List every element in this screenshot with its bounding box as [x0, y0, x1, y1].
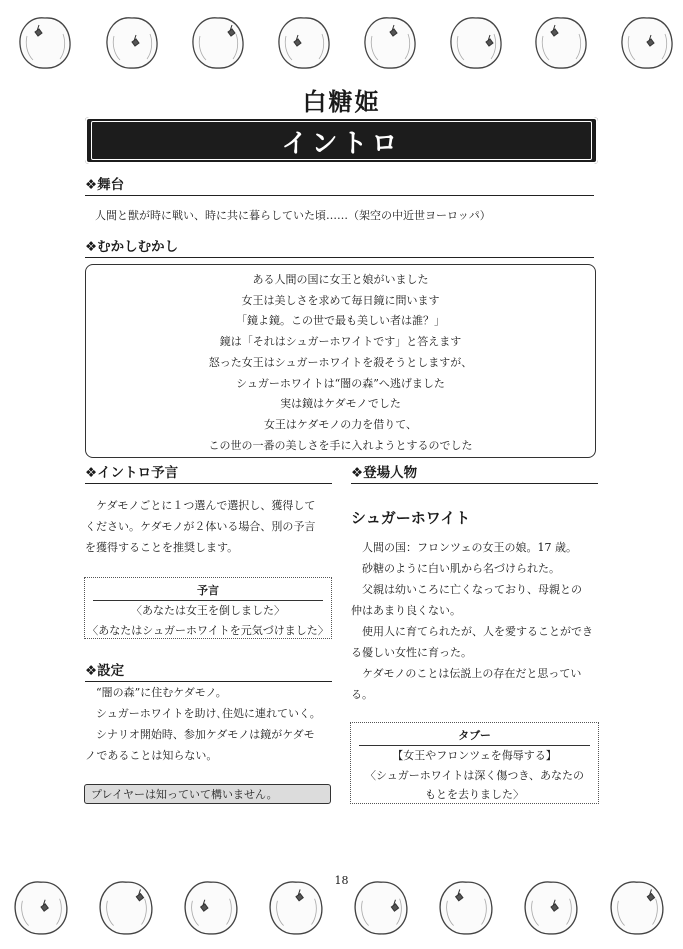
section-heading-characters: ❖登場人物 — [351, 464, 598, 484]
story-line: 怒った女王はシュガーホワイトを殺そうとしますが、 — [208, 355, 473, 369]
story-line: この世の一番の美しさを手に入れようとするのでした — [208, 438, 473, 452]
character-line: る。 — [351, 688, 373, 701]
apple-icon — [531, 12, 591, 72]
story-line: 女王はケダモノの力を借りて、 — [263, 417, 418, 431]
prophecy-line: ケダモノごとに１つ選んで選択し、獲得して — [85, 499, 316, 512]
apple-icon — [102, 12, 162, 72]
section-heading-stage: ❖舞台 — [85, 176, 594, 196]
section-heading-setting: ❖設定 — [85, 662, 332, 682]
player-note: プレイヤーは知っていて構いません。 — [84, 784, 331, 804]
apple-icon — [360, 12, 420, 72]
character-text — [351, 537, 601, 705]
setting-line: シナリオ開始時、参加ケダモノは鏡がケダモ — [85, 728, 315, 741]
apple-icon — [617, 12, 677, 72]
prophecy-box-title: 予言 — [93, 582, 323, 601]
intro-banner — [85, 117, 598, 164]
apple-icon — [15, 12, 75, 72]
prophecy-line: を獲得することを推奨します。 — [85, 541, 239, 554]
character-line: 使用人に育てられたが、人を愛することができ — [351, 625, 593, 638]
story-line: 「鏡よ鏡。この世で最も美しい者は誰？」 — [236, 314, 445, 328]
character-line: ケダモノのことは伝説上の存在だと思ってい — [351, 667, 582, 680]
apple-icon — [446, 12, 506, 72]
banner-title: イントロ — [281, 129, 402, 159]
setting-line: シュガーホワイトを助け､住処に連れていく。 — [85, 707, 321, 720]
taboo-box — [350, 722, 599, 804]
taboo-item: 〈シュガーホワイトは深く傷つき、あなたの — [364, 769, 584, 782]
apple-icon — [274, 12, 334, 72]
page-title: 白糖姫 — [302, 87, 381, 116]
taboo-item: 【女王やフロンツェを侮辱する】 — [392, 749, 557, 762]
story-line: シュガーホワイトは“闇の森”へ逃げました — [236, 376, 445, 390]
setting-line: ノであることは知らない。 — [85, 749, 218, 762]
character-line: る優しい女性に育った。 — [351, 646, 472, 659]
apple-icon — [188, 12, 248, 72]
section-heading-prophecy: ❖イントロ予言 — [85, 464, 332, 484]
character-line: 仲はあまり良くない。 — [351, 604, 461, 617]
story-line: ある人間の国に女王と娘がいました — [252, 273, 429, 286]
prophecy-box — [84, 577, 332, 639]
story-box — [85, 264, 596, 458]
character-line: 砂糖のように白い肌から名づけられた。 — [351, 562, 560, 575]
character-line: 父親は幼いころに亡くなっており、母親との — [351, 583, 582, 596]
taboo-item: もとを去りました〉 — [425, 788, 524, 801]
story-line: 女王は美しさを求めて毎日鏡に問います — [241, 293, 440, 307]
apple-border-top — [0, 12, 683, 82]
prophecy-item: 〈あなたはシュガーホワイトを元気づけました〉 — [87, 624, 329, 637]
story-line: 実は鏡はケダモノでした — [280, 397, 401, 411]
story-line: 鏡は「それはシュガーホワイトです」と答えます — [219, 335, 462, 349]
prophecy-line: ください。ケダモノが２体いる場合、別の予言 — [85, 520, 316, 533]
setting-text — [85, 682, 335, 766]
section-heading-once: ❖むかしむかし — [85, 238, 594, 258]
prophecy-text — [85, 495, 335, 558]
setting-line: “闇の森”に住むケダモノ。 — [85, 686, 227, 699]
taboo-box-title: タブー — [359, 727, 590, 746]
prophecy-item: 〈あなたは女王を倒しました〉 — [131, 604, 285, 617]
stage-text: 人間と獣が時に戦い、時に共に暮らしていた頃……（架空の中近世ヨーロッパ） — [95, 209, 491, 222]
character-line: 人間の国：フロンツェの女王の娘。17 歳。 — [351, 541, 578, 554]
page-number: 18 — [334, 874, 349, 887]
character-name: シュガーホワイト — [351, 509, 471, 527]
